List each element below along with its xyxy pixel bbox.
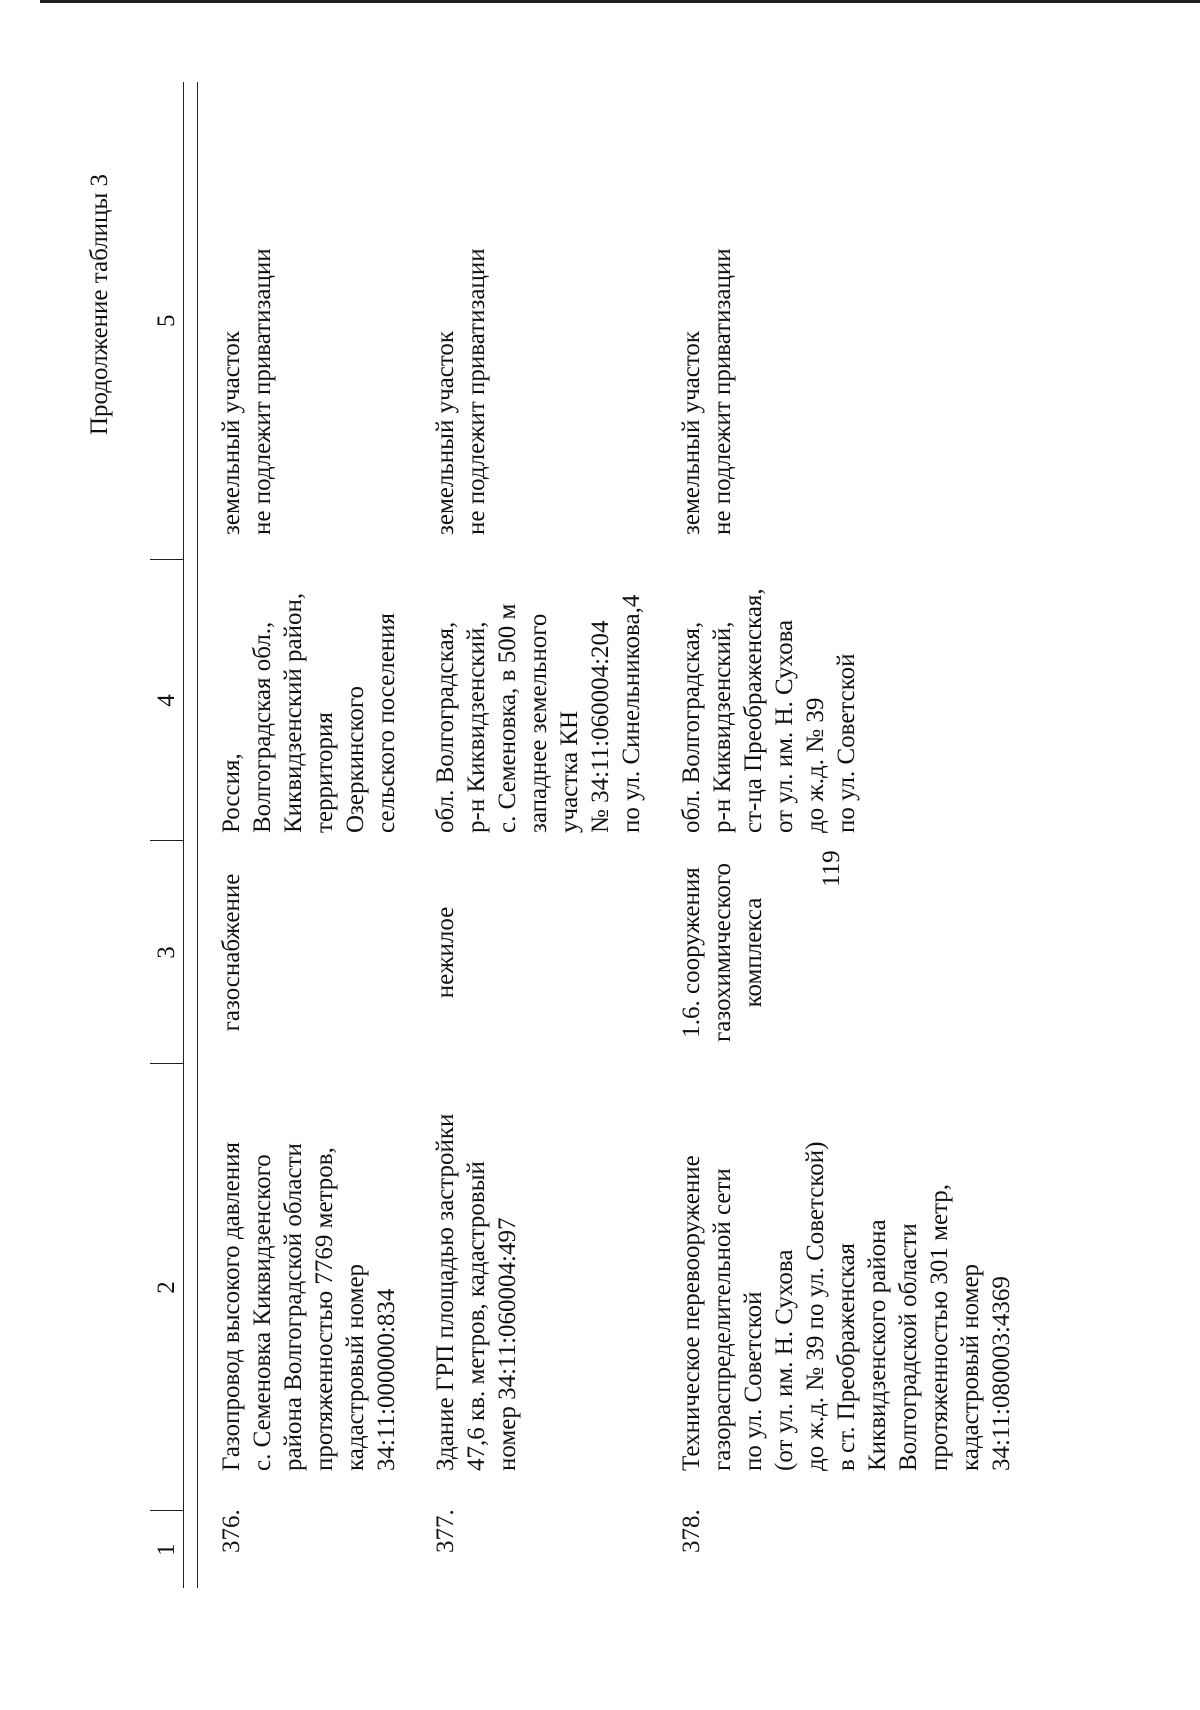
object-name: Техническое перевооружение газораспределительной сети по ул. Советской (от ул. им. Н. Сухова до ж.д. № 39 по ул. Советской) в ст. Преображенская Киквидзенского района Волгоградской области протяженностью 301 метр, кадастровый номер 34:11:080003:4369 bbox=[678, 1141, 1015, 1471]
object-purpose: газоснабжение bbox=[218, 873, 245, 1032]
object-name: Газопровод высокого давления с. Семеновка Киквидзенского района Волгоградской области протяженностью 7769 метров, кадастровый номер 34:11:000000:834 bbox=[218, 1142, 400, 1471]
object-address: обл. Волгоградская, р-н Киквидзенский, ст-ца Преображенская, от ул. им. Н. Сухова до ж.д. № 39 по ул. Советской bbox=[678, 588, 860, 833]
header-bottom-rule bbox=[197, 82, 198, 1588]
table-row bbox=[416, 82, 662, 1588]
row-number: 378. bbox=[678, 1509, 705, 1553]
continuation-label: Продолжение таблицы 3 bbox=[86, 174, 113, 436]
object-address: обл. Волгоградская, р-н Киквидзенский, с. Семеновка, в 500 м западнее земельного участка КН № 34:11:060004:204 по ул. Синельникова,4 bbox=[432, 594, 645, 833]
column-header-3: 3 bbox=[150, 841, 184, 1064]
property-table bbox=[150, 82, 1017, 1588]
header-row bbox=[150, 82, 184, 1588]
object-note: земельный участок не подлежит приватизации bbox=[678, 248, 736, 535]
table-row bbox=[662, 82, 1017, 1588]
object-name: Здание ГРП площадью застройки 47,6 кв. метров, кадастровый номер 34:11:060004:497 bbox=[432, 1113, 521, 1471]
column-header-5: 5 bbox=[150, 82, 184, 560]
column-header-4: 4 bbox=[150, 560, 184, 841]
column-header-2: 2 bbox=[150, 1064, 184, 1511]
object-note: земельный участок не подлежит приватизации bbox=[218, 248, 276, 535]
column-header-1: 1 bbox=[150, 1511, 184, 1588]
row-number: 377. bbox=[432, 1509, 459, 1553]
row-number: 376. bbox=[218, 1509, 245, 1553]
table-row bbox=[184, 82, 417, 1588]
object-purpose: 1.6. сооружения газохимического комплекса bbox=[678, 863, 767, 1042]
object-address: Россия, Волгоградская обл., Киквидзенский район, территория Озеркинского сельского поселения bbox=[218, 592, 400, 833]
page-number: 119 bbox=[818, 850, 845, 887]
object-note: земельный участок не подлежит приватизации bbox=[432, 248, 490, 535]
object-purpose: нежилое bbox=[432, 906, 459, 999]
